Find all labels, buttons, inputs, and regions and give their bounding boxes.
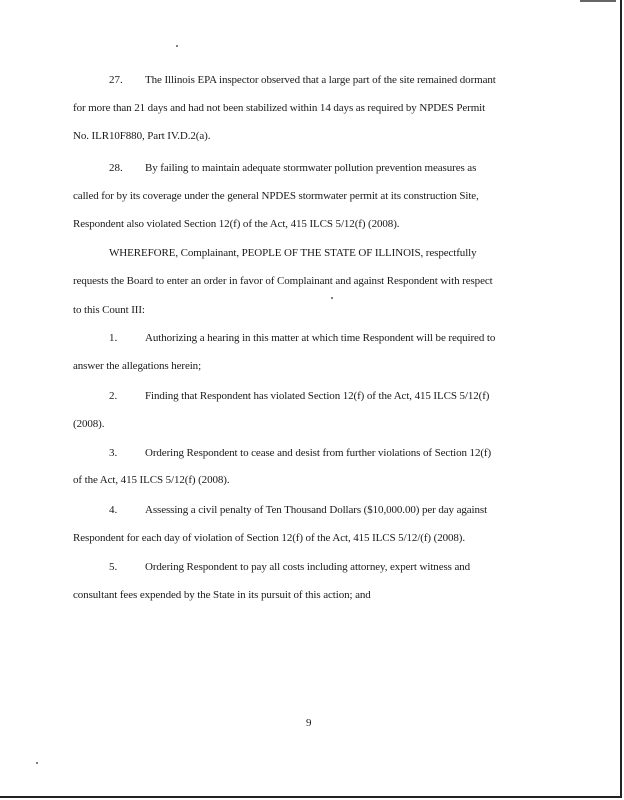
scan-speck [331, 297, 333, 299]
paragraph-27-line-2: for more than 21 days and had not been stabilized within 14 days as required by NPDES Permit [73, 102, 486, 114]
paragraph-27-line-3: No. ILR10F880, Part IV.D.2(a). [73, 130, 211, 142]
item-3-line-2: of the Act, 415 ILCS 5/12(f) (2008). [73, 474, 230, 486]
item-5-number: 5. [109, 561, 118, 573]
item-5-line-2: consultant fees expended by the State in its pursuit of this action; and [73, 589, 371, 601]
item-4-line-1: Assessing a civil penalty of Ten Thousand Dollars ($10,000.00) per day against [145, 504, 488, 516]
item-4-number: 4. [109, 504, 118, 516]
item-1-number: 1. [109, 332, 118, 344]
item-1-line-2: answer the allegations herein; [73, 360, 202, 372]
item-1-line-1: Authorizing a hearing in this matter at which time Respondent will be required to [145, 332, 496, 344]
item-3-line-1: Ordering Respondent to cease and desist from further violations of Section 12(f) [145, 447, 492, 459]
scan-corner-mark [580, 0, 616, 2]
paragraph-28-line-2: called for by its coverage under the general NPDES stormwater permit at its construction Site, [73, 190, 479, 202]
paragraph-28-line-3: Respondent also violated Section 12(f) of the Act, 415 ILCS 5/12(f) (2008). [73, 218, 400, 230]
scan-speck [176, 45, 178, 47]
page-number: 9 [306, 717, 312, 729]
item-2-line-1: Finding that Respondent has violated Section 12(f) of the Act, 415 ILCS 5/12(f) [145, 390, 490, 402]
paragraph-28-line-1: By failing to maintain adequate stormwater pollution prevention measures as [145, 162, 477, 174]
wherefore-line-3: to this Count III: [73, 304, 145, 316]
wherefore-line-2: requests the Board to enter an order in favor of Complainant and against Respondent with respect [73, 275, 493, 287]
item-5-line-1: Ordering Respondent to pay all costs including attorney, expert witness and [145, 561, 471, 573]
paragraph-27-number: 27. [109, 74, 123, 86]
paragraph-28-number: 28. [109, 162, 123, 174]
scan-speck [36, 762, 38, 764]
item-2-number: 2. [109, 390, 118, 402]
item-3-number: 3. [109, 447, 118, 459]
wherefore-line-1: WHEREFORE, Complainant, PEOPLE OF THE STATE OF ILLINOIS, respectfully [109, 247, 477, 259]
paragraph-27-line-1: The Illinois EPA inspector observed that a large part of the site remained dormant [145, 74, 496, 86]
item-2-line-2: (2008). [73, 418, 105, 430]
item-4-line-2: Respondent for each day of violation of Section 12(f) of the Act, 415 ILCS 5/12/(f) (2008). [73, 532, 466, 544]
